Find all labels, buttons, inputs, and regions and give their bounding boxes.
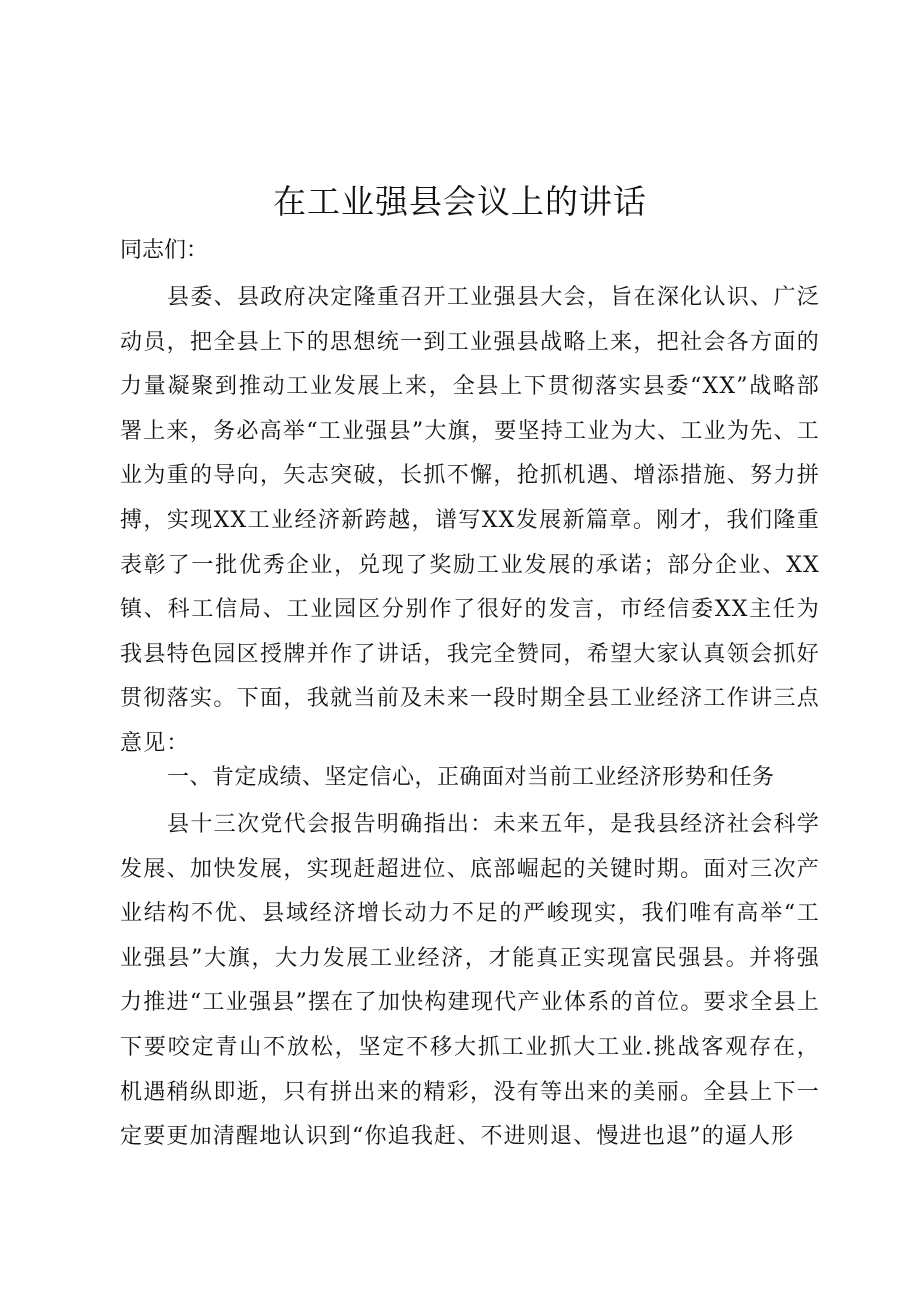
section-1-heading: 一、肯定成绩、坚定信心，正确面对当前工业经济形势和任务 — [167, 765, 775, 790]
speech-title: 在工业强县会议上的讲话 — [273, 182, 647, 221]
section-1-paragraph: 县十三次党代会报告明确指出：未来五年，是我县经济社会科学发展、加快发展，实现赶超进位、底部崛起的关键时期。面对三次产业结构不优、县域经济增长动力不足的严峻现实，我们唯有高举“工业强县”大旗，大力发展工业经济，才能真正实现富民强县。并将强力推进“工业强县”摆在了加快构建现代产业体系的首位。要求全县上下要咬定青山不放松，坚定不移大抓工业抓大工业.挑战客观存在，机遇稍纵即逝，只有拼出来的精彩，没有等出来的美丽。全县上下一定要更加清醒地认识到“你追我赶、不进则退、慢进也退”的逼人形 — [120, 812, 820, 1150]
salutation: 同志们： — [120, 238, 209, 263]
opening-paragraph: 县委、县政府决定隆重召开工业强县大会，旨在深化认识、广泛动员，把全县上下的思想统一到工业强县战略上来，把社会各方面的力量凝聚到推动工业发展上来，全县上下贯彻落实县委“XX”战略部署上来，务必高举“工业强县”大旗，要坚持工业为大、工业为先、工业为重的导向，矢志突破，长抓不懈，抢抓机遇、增添措施、努力拼搏，实现XX工业经济新跨越，谱写XX发展新篇章。刚才，我们隆重表彰了一批优秀企业，兑现了奖励工业发展的承诺；部分企业、XX镇、科工信局、工业园区分别作了很好的发言，市经信委XX主任为我县特色园区授牌并作了讲话，我完全赞同，希望大家认真领会抓好贯彻落实。下面，我就当前及未来一段时期全县工业经济工作讲三点意见： — [120, 285, 820, 756]
